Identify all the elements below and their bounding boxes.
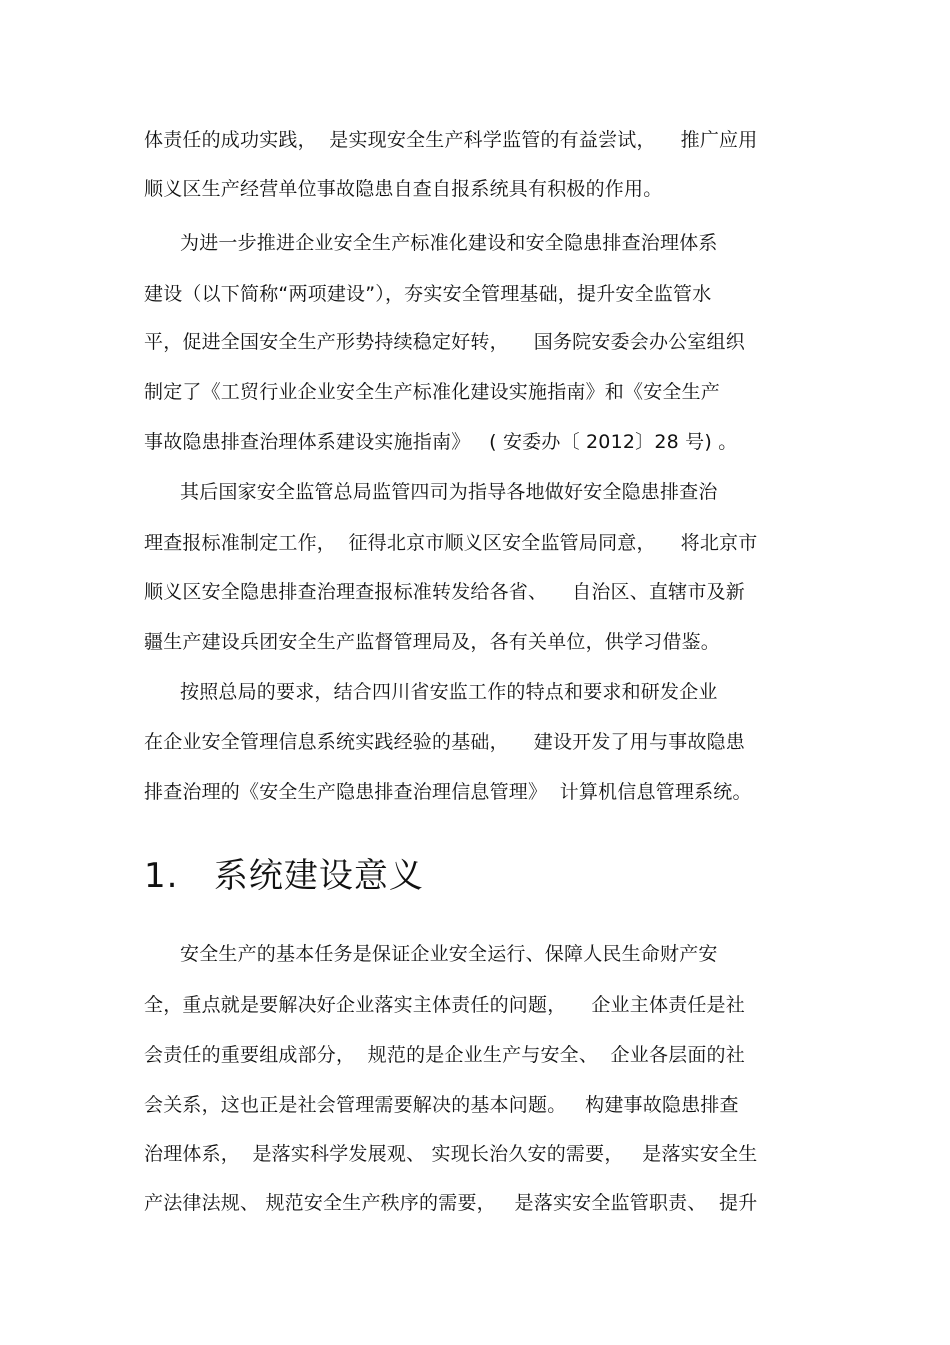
paragraph-line: 会责任的重要组成部分， 规范的是企业生产与安全、 企业各层面的社 bbox=[144, 1044, 745, 1066]
paragraph-line: 疆生产建设兵团安全生产监督管理局及，各有关单位，供学习借鉴。 bbox=[144, 631, 721, 653]
paragraph-line: 制定了《工贸行业企业安全生产标准化建设实施指南》和《安全生产 bbox=[144, 381, 721, 403]
paragraph-line: 顺义区生产经营单位事故隐患自查自报系统具有积极的作用。 bbox=[144, 178, 663, 200]
paragraph-line: 事故隐患排查治理体系建设实施指南》 ( 安委办〔 2012〕28 号) 。 bbox=[144, 431, 738, 453]
paragraph-line: 平，促进全国安全生产形势持续稳定好转， 国务院安委会办公室组织 bbox=[144, 331, 745, 353]
paragraph-line: 安全生产的基本任务是保证企业安全运行、保障人民生命财产安 bbox=[180, 943, 718, 965]
paragraph-line: 其后国家安全监管总局监管四司为指导各地做好安全隐患排查治 bbox=[180, 481, 718, 503]
paragraph-line: 建设（以下简称“两项建设”），夯实安全管理基础，提升安全监管水 bbox=[144, 283, 712, 305]
paragraph-line: 为进一步推进企业安全生产标准化建设和安全隐患排查治理体系 bbox=[180, 232, 718, 254]
paragraph-line: 在企业安全管理信息系统实践经验的基础， 建设开发了用与事故隐患 bbox=[144, 731, 745, 753]
paragraph-line: 产法律法规、 规范安全生产秩序的需要， 是落实安全监管职责、 提升 bbox=[144, 1192, 758, 1214]
paragraph-line: 体责任的成功实践， 是实现安全生产科学监管的有益尝试， 推广应用 bbox=[144, 129, 758, 151]
paragraph-line: 治理体系， 是落实科学发展观、 实现长治久安的需要， 是落实安全生 bbox=[144, 1143, 758, 1165]
section-heading: 1. 系统建设意义 bbox=[144, 856, 424, 896]
paragraph-line: 排查治理的《安全生产隐患排查治理信息管理》 计算机信息管理系统。 bbox=[144, 781, 752, 803]
paragraph-line: 理查报标准制定工作， 征得北京市顺义区安全监管局同意， 将北京市 bbox=[144, 532, 758, 554]
paragraph-line: 顺义区安全隐患排查治理查报标准转发给各省、 自治区、直辖市及新 bbox=[144, 581, 745, 603]
paragraph-line: 会关系，这也正是社会管理需要解决的基本问题。 构建事故隐患排查 bbox=[144, 1094, 739, 1116]
paragraph-line: 按照总局的要求，结合四川省安监工作的特点和要求和研发企业 bbox=[180, 681, 718, 703]
paragraph-line: 全，重点就是要解决好企业落实主体责任的问题， 企业主体责任是社 bbox=[144, 994, 745, 1016]
